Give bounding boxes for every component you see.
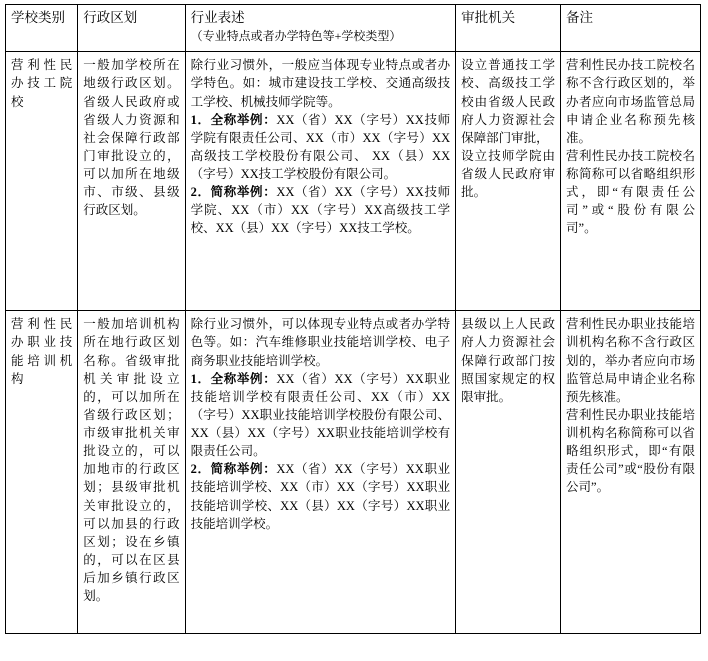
column-header-industry bbox=[185, 5, 456, 52]
industry-short-name-example bbox=[191, 460, 451, 533]
table-header bbox=[6, 5, 701, 52]
table-body bbox=[6, 52, 701, 634]
table-header-row bbox=[6, 5, 701, 52]
column-header-industry-label: 行业表述 bbox=[190, 10, 245, 25]
table-row bbox=[6, 52, 701, 311]
column-header-district-label: 行政区划 bbox=[83, 10, 138, 25]
authority-paragraph-2: 设立技师学院由省级人民政府审批。 bbox=[461, 148, 556, 200]
table-row bbox=[6, 311, 701, 634]
column-header-remark-label: 备注 bbox=[566, 10, 594, 25]
short-name-example-text: XX（省）XX（字号）XX技师学院、XX（市）XX（字号）XX高级技工学校、XX（县）XX（字号）XX技工学校。 bbox=[190, 185, 451, 236]
column-header-remark bbox=[561, 5, 701, 52]
school-naming-rules-table bbox=[5, 4, 701, 634]
full-name-example-text: XX（省）XX（字号）XX技师学院有限责任公司、XX（市）XX（字号）XX高级技工学校股份有限公司、 XX（县）XX（字号）XX技工学校股份有限公司。 bbox=[190, 112, 451, 182]
cell-authority bbox=[456, 52, 561, 311]
short-name-example-label: 2．简称举例： bbox=[190, 462, 277, 477]
remark-paragraph: 营利性民办技工院校名称不含行政区划的，举办者应向市场监管总局申请企业名称预先核准。 bbox=[566, 58, 695, 145]
industry-paragraph: 除行业习惯外，可以体现专业特点或者办学特色等。如：汽车维修职业技能培训学校、电子商务职业技能培训学校。 bbox=[190, 317, 451, 368]
cell-remark bbox=[561, 52, 701, 311]
column-header-authority bbox=[456, 5, 561, 52]
cell-category: 营利性民办技工院校 bbox=[6, 52, 78, 311]
column-header-authority-label: 审批机关 bbox=[461, 10, 516, 25]
district-paragraph: 一般加培训机构所在地行政区划名称。省级审批机关审批设立的，可以加所在省级行政区划；市级审批机关审批设立的，可以加地市的行政区划；县级审批机关审批设立的，可以加县的行政区划；设在乡镇的，可以在区县后加乡镇行政区划。 bbox=[83, 317, 180, 604]
cell-district bbox=[78, 311, 185, 634]
industry-paragraph: 除行业习惯外，一般应当体现专业特点或者办学特色。如：城市建设技工学校、交通高级技工学校、机械技师学院等。 bbox=[190, 58, 451, 109]
cell-authority bbox=[456, 311, 561, 634]
industry-short-name-example bbox=[191, 183, 451, 237]
remark-paragraph: 营利性民办职业技能培训机构名称不含行政区划的，举办者应向市场监管总局申请企业名称预先核准。 bbox=[566, 317, 695, 404]
remark-paragraph-2: 营利性民办技工院校名称简称可以省略组织形式，即“有限责任公司”或“股份有限公司”。 bbox=[566, 148, 695, 236]
short-name-example-label: 2．简称举例： bbox=[190, 185, 277, 200]
cell-category: 营利性民办职业技能培训机构 bbox=[6, 311, 78, 634]
industry-full-name-example bbox=[191, 370, 451, 461]
column-header-category bbox=[6, 5, 78, 52]
full-name-example-text: XX（省）XX（字号）XX职业技能培训学校有限责任公司、XX（市）XX（字号）XX职业技能培训学校股份有限公司、XX（县）XX（字号）XX职业技能培训学校有限责任公司。 bbox=[190, 371, 451, 459]
district-paragraph: 一般加学校所在地级行政区划。省级人民政府或省级人力资源和社会保障行政部门审批设立的，可以加所在地级市、市级、县级行政区划。 bbox=[83, 58, 180, 218]
industry-full-name-example bbox=[191, 111, 451, 184]
full-name-example-label: 1．全称举例： bbox=[190, 112, 277, 127]
column-header-category-label: 学校类别 bbox=[11, 10, 65, 25]
short-name-example-text: XX（省）XX（字号）XX职业技能培训学校、XX（市）XX（字号）XX职业技能培训学校、XX（县）XX（字号）XX职业技能培训学校。 bbox=[190, 462, 451, 531]
cell-district bbox=[78, 52, 185, 311]
column-header-industry-sublabel: （专业特点或者办学特色等+学校类型） bbox=[190, 28, 402, 43]
cell-industry bbox=[185, 311, 456, 634]
remark-paragraph-2: 营利性民办职业技能培训机构名称简称可以省略组织形式，即“有限责任公司”或“股份有限公司”。 bbox=[566, 407, 695, 495]
full-name-example-label: 1．全称举例： bbox=[190, 371, 277, 386]
cell-industry bbox=[185, 52, 456, 311]
column-header-district bbox=[78, 5, 185, 52]
authority-paragraph: 县级以上人民政府人力资源社会保障行政部门按照国家规定的权限审批。 bbox=[461, 317, 556, 404]
cell-remark bbox=[561, 311, 701, 634]
document-page bbox=[0, 4, 708, 661]
authority-paragraph: 设立普通技工学校、高级技工学校由省级人民政府人力资源社会保障部门审批， bbox=[461, 58, 556, 145]
